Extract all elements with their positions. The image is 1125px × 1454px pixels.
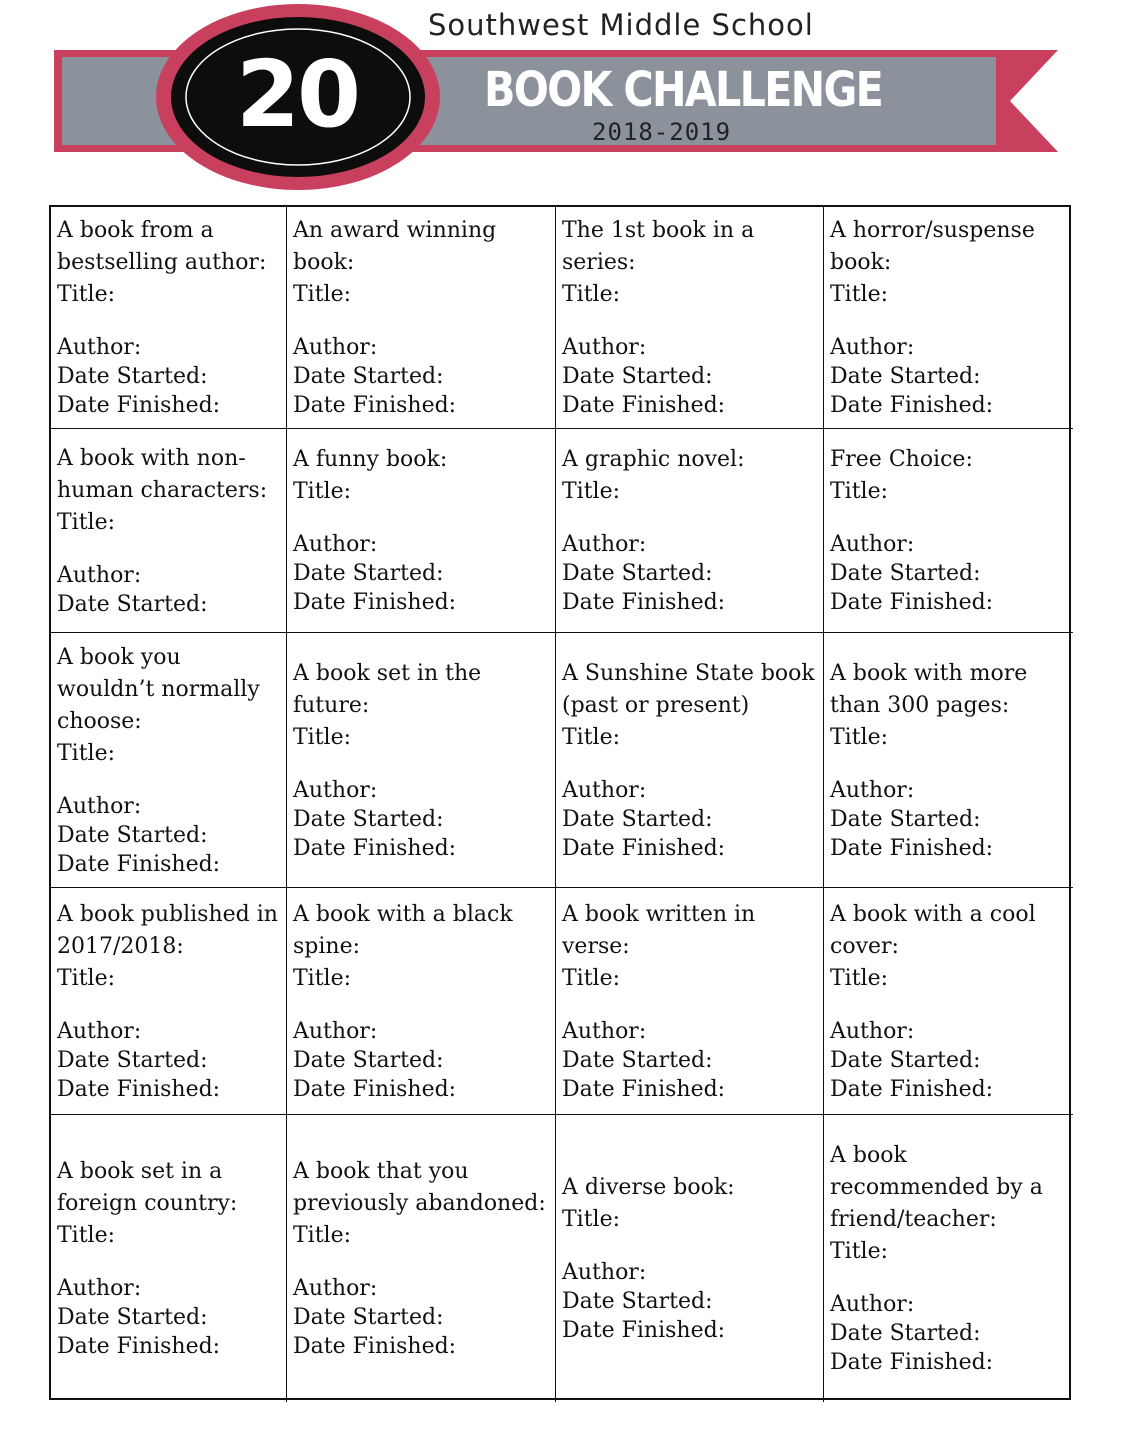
author-label: Author: xyxy=(293,1276,378,1301)
challenge-grid xyxy=(49,205,1071,1400)
challenge-prompt: Free Choice: xyxy=(830,447,973,472)
challenge-prompt: A Sunshine State book (past or present) xyxy=(562,660,815,718)
challenge-prompt: A book published in 2017/2018: xyxy=(57,901,278,959)
date-started-label: Date Started: xyxy=(293,364,444,389)
book-details xyxy=(57,1017,280,1104)
author-label: Author: xyxy=(830,1018,915,1044)
title-label: Title: xyxy=(830,965,889,991)
title-label: Title: xyxy=(57,509,116,535)
title-label: Title: xyxy=(562,724,621,750)
date-started-label: Date Started: xyxy=(293,561,444,586)
date-finished-label: Date Finished: xyxy=(830,835,994,861)
book-details xyxy=(293,530,549,617)
book-details xyxy=(293,333,549,420)
author-label: Author: xyxy=(57,793,142,819)
challenge-prompt: A diverse book: xyxy=(562,1175,735,1200)
challenge-prompt: A book set in a foreign country: xyxy=(57,1159,238,1216)
book-details xyxy=(57,792,280,879)
author-label: Author: xyxy=(293,777,378,803)
date-finished-label: Date Finished: xyxy=(293,590,457,615)
date-finished-label: Date Finished: xyxy=(57,1076,221,1102)
challenge-cell xyxy=(556,888,824,1115)
date-started-label: Date Started: xyxy=(830,561,981,586)
challenge-cell xyxy=(556,207,824,429)
challenge-prompt: The 1st book in a series: xyxy=(562,218,755,275)
challenge-cell xyxy=(824,633,1073,888)
date-started-label: Date Started: xyxy=(293,1305,444,1330)
date-started-label: Date Started: xyxy=(57,591,208,617)
title-label: Title: xyxy=(830,282,889,307)
date-started-label: Date Started: xyxy=(830,1321,981,1346)
title-label: Title: xyxy=(562,479,621,504)
date-started-label: Date Started: xyxy=(562,561,713,586)
date-started-label: Date Started: xyxy=(830,806,981,832)
challenge-prompt: A book with a black spine: xyxy=(293,901,513,959)
challenge-prompt: A book recommended by a friend/teacher: xyxy=(830,1143,1043,1232)
challenge-prompt: A horror/suspense book: xyxy=(830,218,1035,275)
date-finished-label: Date Finished: xyxy=(293,1076,457,1102)
date-finished-label: Date Finished: xyxy=(293,393,457,418)
date-finished-label: Date Finished: xyxy=(562,1076,726,1102)
title-label: Title: xyxy=(830,1239,889,1264)
author-label: Author: xyxy=(293,1018,378,1044)
date-started-label: Date Started: xyxy=(562,1289,713,1314)
author-label: Author: xyxy=(57,1276,142,1301)
date-finished-label: Date Finished: xyxy=(830,590,994,615)
title-label: Title: xyxy=(57,1223,116,1248)
challenge-prompt: A book from a bestselling author: xyxy=(57,218,267,275)
challenge-cell xyxy=(287,633,556,888)
title-label: Title: xyxy=(57,740,116,766)
book-details xyxy=(830,776,1067,863)
school-name: Southwest Middle School xyxy=(428,8,814,42)
author-label: Author: xyxy=(562,532,647,557)
challenge-prompt: A book that you previously abandoned: xyxy=(293,1159,546,1216)
date-started-label: Date Started: xyxy=(57,364,208,389)
challenge-cell xyxy=(287,1115,556,1402)
author-label: Author: xyxy=(57,1018,142,1044)
date-finished-label: Date Finished: xyxy=(562,835,726,861)
title-label: Title: xyxy=(57,965,116,991)
date-finished-label: Date Finished: xyxy=(57,851,221,877)
challenge-cell xyxy=(287,429,556,633)
challenge-cell xyxy=(556,429,824,633)
author-label: Author: xyxy=(562,1018,647,1044)
book-details xyxy=(830,1017,1067,1104)
author-label: Author: xyxy=(293,532,378,557)
book-details xyxy=(562,333,817,420)
challenge-prompt: A book with non-human characters: xyxy=(57,445,268,503)
date-finished-label: Date Finished: xyxy=(562,393,726,418)
title-label: Title: xyxy=(293,1223,352,1248)
challenge-cell xyxy=(824,888,1073,1115)
challenge-cell xyxy=(556,1115,824,1402)
author-label: Author: xyxy=(562,777,647,803)
date-started-label: Date Started: xyxy=(293,1047,444,1073)
book-details xyxy=(562,776,817,863)
badge-number: 20 xyxy=(235,41,359,148)
title-label: Title: xyxy=(293,479,352,504)
date-started-label: Date Started: xyxy=(57,822,208,848)
challenge-cell xyxy=(51,429,287,633)
title-label: Title: xyxy=(562,1207,621,1232)
date-finished-label: Date Finished: xyxy=(57,1334,221,1359)
challenge-cell xyxy=(824,429,1073,633)
title-label: Title: xyxy=(57,282,116,307)
date-finished-label: Date Finished: xyxy=(293,835,457,861)
date-started-label: Date Started: xyxy=(57,1305,208,1330)
challenge-cell xyxy=(556,633,824,888)
challenge-cell xyxy=(51,207,287,429)
book-details xyxy=(562,1258,817,1345)
challenge-prompt: An award winning book: xyxy=(293,218,497,275)
author-label: Author: xyxy=(562,335,647,360)
header-banner xyxy=(0,0,1125,200)
challenge-cell xyxy=(824,207,1073,429)
title-label: Title: xyxy=(830,724,889,750)
date-finished-label: Date Finished: xyxy=(562,1318,726,1343)
author-label: Author: xyxy=(57,562,142,588)
book-details xyxy=(293,776,549,863)
challenge-title: BOOK CHALLENGE xyxy=(484,62,883,118)
challenge-prompt: A book you wouldn’t normally choose: xyxy=(57,644,260,734)
challenge-cell xyxy=(287,888,556,1115)
challenge-cell xyxy=(51,633,287,888)
date-started-label: Date Started: xyxy=(293,806,444,832)
author-label: Author: xyxy=(830,777,915,803)
date-started-label: Date Started: xyxy=(57,1047,208,1073)
title-label: Title: xyxy=(562,965,621,991)
challenge-cell xyxy=(287,207,556,429)
challenge-prompt: A book written in verse: xyxy=(562,901,756,959)
date-started-label: Date Started: xyxy=(830,364,981,389)
date-started-label: Date Started: xyxy=(562,1047,713,1073)
title-label: Title: xyxy=(293,282,352,307)
challenge-prompt: A book with more than 300 pages: xyxy=(830,660,1028,718)
author-label: Author: xyxy=(830,335,915,360)
challenge-prompt: A graphic novel: xyxy=(562,447,745,472)
challenge-cell xyxy=(51,1115,287,1402)
book-details xyxy=(57,333,280,420)
challenge-prompt: A funny book: xyxy=(293,447,448,472)
title-label: Title: xyxy=(293,724,352,750)
author-label: Author: xyxy=(830,1292,915,1317)
challenge-cell xyxy=(51,888,287,1115)
date-started-label: Date Started: xyxy=(562,364,713,389)
book-details xyxy=(830,530,1067,617)
challenge-prompt: A book with a cool cover: xyxy=(830,901,1036,959)
date-finished-label: Date Finished: xyxy=(293,1334,457,1359)
book-details xyxy=(57,1274,280,1361)
author-label: Author: xyxy=(293,335,378,360)
book-details xyxy=(293,1274,549,1361)
book-details xyxy=(57,561,280,619)
date-started-label: Date Started: xyxy=(830,1047,981,1073)
book-details xyxy=(293,1017,549,1104)
author-label: Author: xyxy=(562,1260,647,1285)
challenge-prompt: A book set in the future: xyxy=(293,660,482,718)
date-finished-label: Date Finished: xyxy=(830,1350,994,1375)
date-finished-label: Date Finished: xyxy=(562,590,726,615)
book-details xyxy=(562,1017,817,1104)
date-finished-label: Date Finished: xyxy=(830,393,994,418)
title-label: Title: xyxy=(293,965,352,991)
book-details xyxy=(830,1290,1067,1377)
author-label: Author: xyxy=(830,532,915,557)
title-label: Title: xyxy=(830,479,889,504)
book-details xyxy=(830,333,1067,420)
title-label: Title: xyxy=(562,282,621,307)
school-year: 2018-2019 xyxy=(592,118,732,146)
date-started-label: Date Started: xyxy=(562,806,713,832)
book-details xyxy=(562,530,817,617)
date-finished-label: Date Finished: xyxy=(830,1076,994,1102)
author-label: Author: xyxy=(57,335,142,360)
challenge-cell xyxy=(824,1115,1073,1402)
date-finished-label: Date Finished: xyxy=(57,393,221,418)
